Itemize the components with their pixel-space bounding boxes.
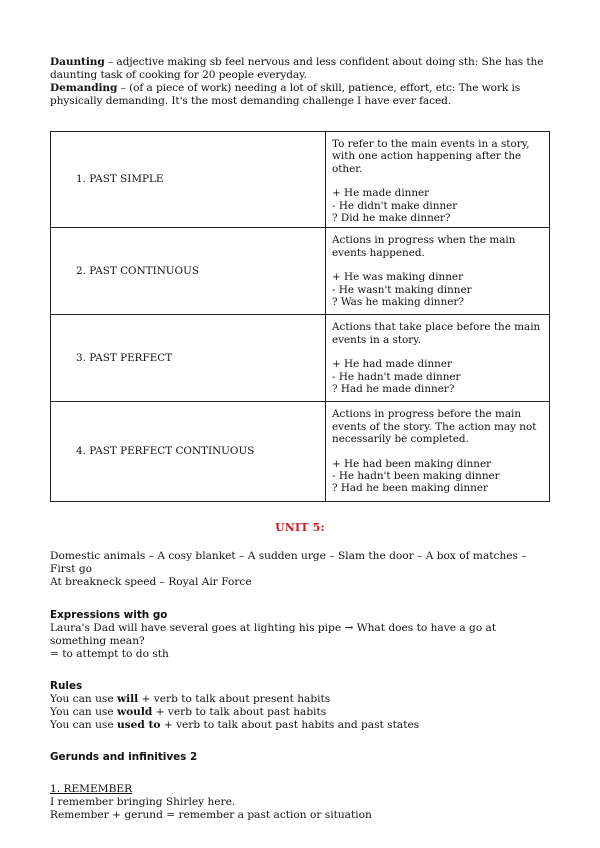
term-daunting: Daunting — [50, 56, 105, 68]
tense-description-cell — [326, 315, 550, 402]
rule-text: + verb to talk about present habits — [138, 693, 331, 706]
rule-keyword: will — [116, 693, 139, 706]
tense-name: 2. PAST CONTINUOUS — [76, 264, 199, 277]
rule-text: + verb to talk about past habits and past states — [160, 719, 420, 732]
tense-name-cell — [51, 132, 326, 228]
tense-usage: Actions that take place before the main events in a story. — [332, 321, 541, 346]
rule-text: + verb to talk about past habits — [152, 706, 327, 719]
expressions-line: Laura's Dad will have several goes at lighting his pipe → What does to have a go at something mean? — [50, 622, 497, 648]
tense-description-cell — [326, 228, 550, 315]
tense-usage: To refer to the main events in a story, with one action happening after the other. — [332, 138, 530, 175]
definition-text: – adjective making sb feel nervous and less confident about doing sth: She has the daunting task of cooking for 20 people everyday. — [50, 56, 544, 81]
rule-item — [50, 693, 550, 706]
table-row — [51, 402, 550, 502]
tense-description-cell — [326, 132, 550, 228]
tense-name-cell — [51, 315, 326, 402]
example-question: ? Did he make dinner? — [332, 212, 451, 225]
table-row — [51, 315, 550, 402]
tense-name: 1. PAST SIMPLE — [76, 173, 164, 186]
rule-prefix: You can use — [50, 693, 117, 706]
rule-item — [50, 719, 550, 732]
rules-section — [50, 680, 550, 732]
unit-vocab-line: Domestic animals – A cosy blanket – A sudden urge – Slam the door – A box of matches – First go — [50, 550, 527, 576]
document-page — [50, 56, 550, 822]
unit-vocab-line: At breakneck speed – Royal Air Force — [50, 576, 252, 589]
example-question: ? Was he making dinner? — [332, 296, 464, 309]
rule-keyword: used to — [116, 719, 161, 732]
example-negative: - He hadn't been making dinner — [332, 470, 500, 483]
table-row — [51, 132, 550, 228]
example-question: ? Had he been making dinner — [332, 482, 488, 495]
example-affirmative: + He made dinner — [332, 187, 430, 200]
tense-usage: Actions in progress before the main events of the story. The action may not necessarily be completed. — [332, 408, 537, 446]
rule-prefix: You can use — [50, 719, 117, 732]
gerunds-section — [50, 751, 550, 822]
unit-vocabulary — [50, 550, 550, 589]
expressions-line: = to attempt to do sth — [50, 648, 169, 661]
tense-usage: Actions in progress when the main events happened. — [332, 234, 516, 259]
rule-item — [50, 706, 550, 719]
tense-name-cell — [51, 228, 326, 315]
tense-name-cell — [51, 402, 326, 502]
definition-text: – (of a piece of work) needing a lot of skill, patience, effort, etc: The work is physically demanding. It's the most demanding challenge I have ever faced. — [50, 82, 521, 107]
example-affirmative: + He had made dinner — [332, 358, 452, 371]
rules-heading: Rules — [50, 680, 83, 693]
example-affirmative: + He had been making dinner — [332, 457, 492, 470]
table-row — [51, 228, 550, 315]
tense-name: 3. PAST PERFECT — [76, 351, 173, 364]
tense-description-cell — [326, 402, 550, 502]
definition-demanding — [50, 82, 550, 108]
expressions-heading: Expressions with go — [50, 609, 168, 622]
gerunds-subheading: 1. REMEMBER — [50, 783, 133, 796]
example-negative: - He wasn't making dinner — [332, 283, 472, 296]
gerunds-heading: Gerunds and infinitives 2 — [50, 751, 198, 764]
example-negative: - He hadn't made dinner — [332, 370, 461, 383]
gerunds-line: I remember bringing Shirley here. — [50, 796, 236, 809]
rule-prefix: You can use — [50, 706, 117, 719]
definition-daunting — [50, 56, 550, 82]
gerunds-line: Remember + gerund = remember a past action or situation — [50, 809, 372, 822]
past-tenses-table — [50, 131, 550, 502]
unit-title: UNIT 5: — [275, 521, 325, 535]
expressions-section — [50, 609, 550, 661]
rule-keyword: would — [116, 706, 153, 719]
example-affirmative: + He was making dinner — [332, 271, 464, 284]
term-demanding: Demanding — [50, 82, 118, 94]
tense-name: 4. PAST PERFECT CONTINUOUS — [76, 445, 255, 458]
example-question: ? Had he made dinner? — [332, 383, 455, 396]
example-negative: - He didn't make dinner — [332, 199, 458, 212]
vocabulary-definitions — [50, 56, 550, 108]
